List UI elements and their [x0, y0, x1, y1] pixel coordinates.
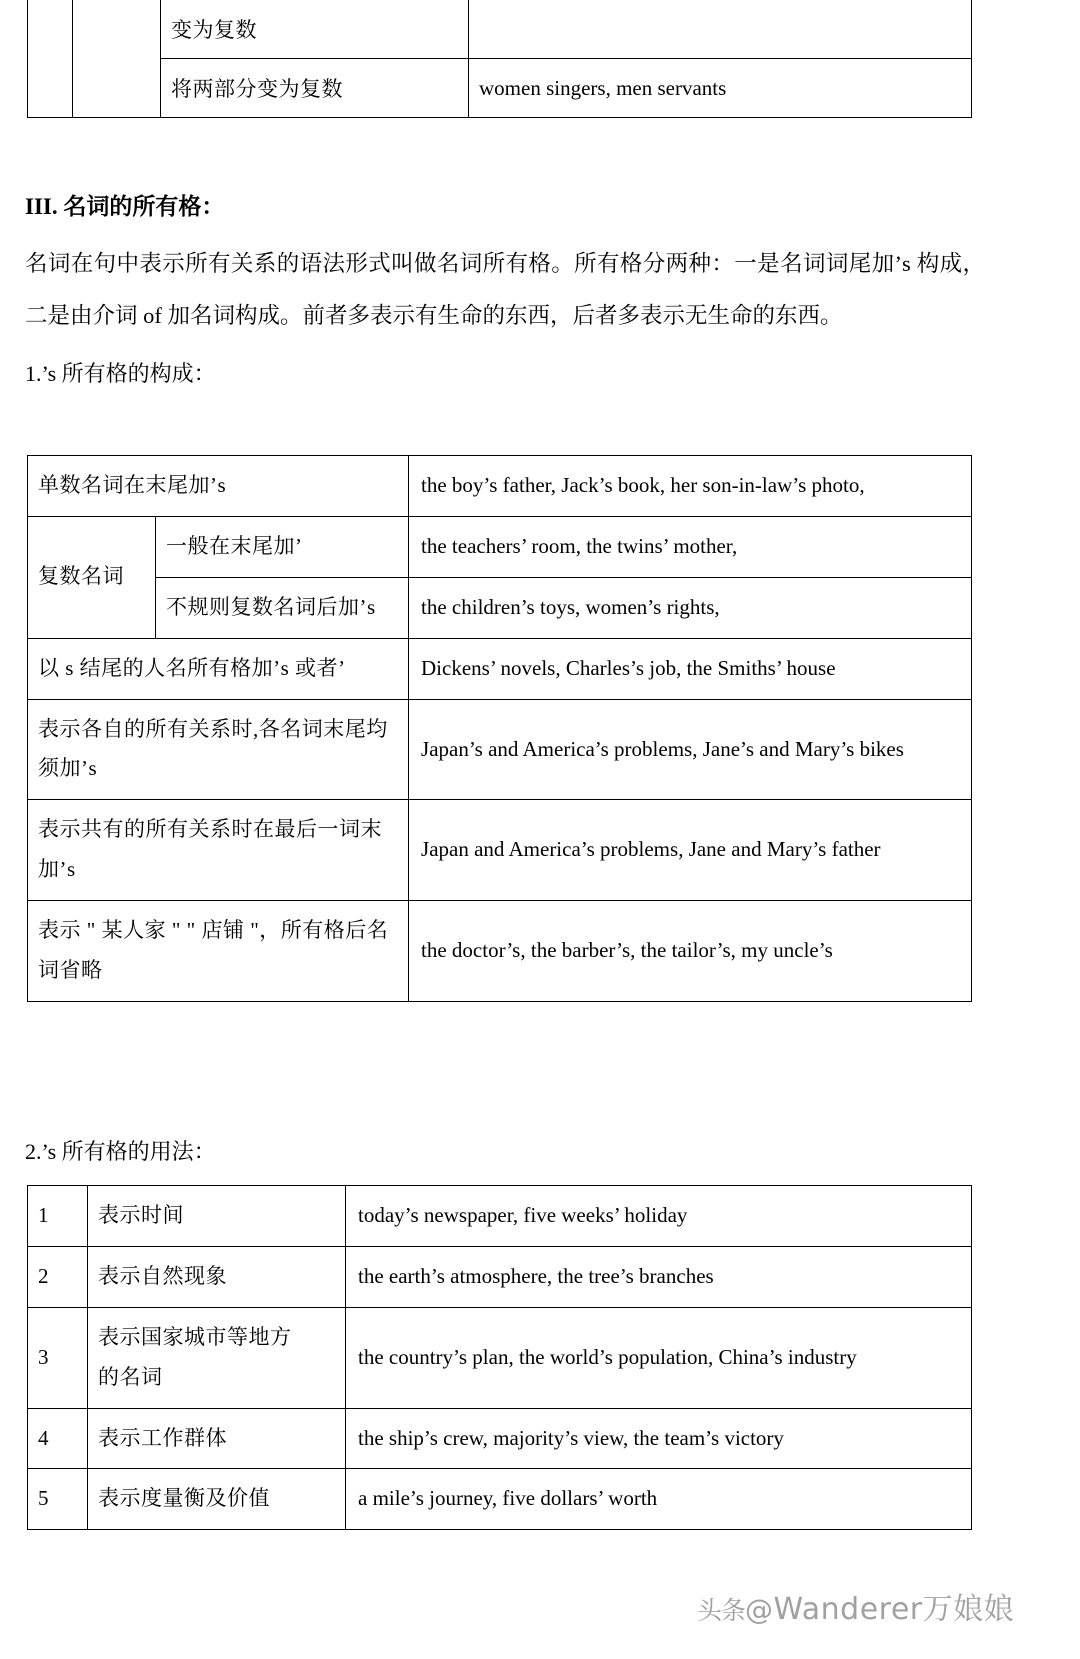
- example-cell: the children’s toys, women’s rights,: [409, 577, 972, 638]
- example-cell: today’s newspaper, five weeks’ holiday: [346, 1186, 972, 1247]
- table-row: [28, 699, 972, 800]
- watermark-toutiao-wanderer: [697, 1584, 1014, 1628]
- intro-paragraph: 名词在句中表示所有关系的语法形式叫做名词所有格。所有格分两种：一是名词词尾加’s 构成，二是由介词 of 加名词构成。前者多表示有生命的东西，后者多表示无生命的东西。: [25, 251, 985, 328]
- rule-cell: 表示共有的所有关系时在最后一词末加’s: [28, 800, 409, 901]
- top-table-spacer-col-2: [73, 0, 161, 118]
- section-numeral: III.: [25, 194, 58, 219]
- top-table-example-cell: [469, 0, 972, 59]
- table-continuation-plural-forms: [0, 0, 1080, 130]
- rule-cell: 以 s 结尾的人名所有格加’s 或者’: [28, 638, 409, 699]
- watermark-handle: Wanderer万娘娘: [773, 1592, 1015, 1627]
- row-number-cell: 3: [28, 1307, 88, 1408]
- table-row: [28, 1469, 972, 1530]
- table-row: [28, 1186, 972, 1247]
- example-cell: a mile’s journey, five dollars’ worth: [346, 1469, 972, 1530]
- table-row: [28, 638, 972, 699]
- at-symbol-icon: @: [745, 1593, 774, 1626]
- example-cell: the teachers’ room, the twins’ mother,: [409, 516, 972, 577]
- table-possessive-usage-wrap: [0, 1185, 1080, 1530]
- sub-rule-cell: 不规则复数名词后加’s: [156, 577, 409, 638]
- rule-cell: 表示 " 某人家 " " 店铺 "，所有格后名词省略: [28, 901, 409, 1002]
- table-row: [28, 901, 972, 1002]
- usage-cell: 表示自然现象: [88, 1246, 346, 1307]
- toutiao-logo-text: 头条: [697, 1596, 746, 1625]
- rule-group-cell: 复数名词: [28, 516, 156, 638]
- top-table: [27, 0, 972, 118]
- table-row: [28, 577, 972, 638]
- top-table-example-cell: women singers, men servants: [469, 59, 972, 118]
- example-cell: the earth’s atmosphere, the tree’s branches: [346, 1246, 972, 1307]
- sub-heading-possessive-formation: 1.’s 所有格的构成：: [25, 361, 216, 386]
- table-row: [28, 456, 972, 517]
- row-number-cell: 1: [28, 1186, 88, 1247]
- table-row: [28, 516, 972, 577]
- usage-cell: 表示时间: [88, 1186, 346, 1247]
- example-cell: Dickens’ novels, Charles’s job, the Smiths’ house: [409, 638, 972, 699]
- table-row: [28, 800, 972, 901]
- sub-heading-possessive-usage: 2.’s 所有格的用法：: [25, 1139, 216, 1164]
- section-title: 名词的所有格：: [63, 194, 225, 219]
- table-possessive-usage: [27, 1185, 972, 1530]
- top-table-spacer-col-1: [28, 0, 73, 118]
- example-cell: Japan’s and America’s problems, Jane’s and Mary’s bikes: [409, 699, 972, 800]
- section-heading-iii: [25, 188, 224, 221]
- sub-rule-cell: 一般在末尾加’: [156, 516, 409, 577]
- usage-cell: 表示工作群体: [88, 1408, 346, 1469]
- top-table-rule-cell: 变为复数: [161, 0, 469, 59]
- rule-cell: 表示各自的所有关系时,各名词末尾均须加’s: [28, 699, 409, 800]
- row-number-cell: 5: [28, 1469, 88, 1530]
- table-row: [28, 0, 972, 59]
- usage-cell: 表示国家城市等地方的名词: [88, 1307, 346, 1408]
- example-cell: Japan and America’s problems, Jane and Mary’s father: [409, 800, 972, 901]
- table-possessive-formation: [27, 455, 972, 1002]
- rule-cell: 单数名词在末尾加’s: [28, 456, 409, 517]
- table-row: [28, 1246, 972, 1307]
- table-row: [28, 59, 972, 118]
- row-number-cell: 4: [28, 1408, 88, 1469]
- table-possessive-formation-wrap: [0, 455, 1080, 1002]
- row-number-cell: 2: [28, 1246, 88, 1307]
- example-cell: the country’s plan, the world’s population, China’s industry: [346, 1307, 972, 1408]
- usage-cell: 表示度量衡及价值: [88, 1469, 346, 1530]
- table-row: [28, 1307, 972, 1408]
- example-cell: the ship’s crew, majority’s view, the team’s victory: [346, 1408, 972, 1469]
- example-cell: the doctor’s, the barber’s, the tailor’s, my uncle’s: [409, 901, 972, 1002]
- example-cell: the boy’s father, Jack’s book, her son-in-law’s photo,: [409, 456, 972, 517]
- table-row: [28, 1408, 972, 1469]
- top-table-rule-cell: 将两部分变为复数: [161, 59, 469, 118]
